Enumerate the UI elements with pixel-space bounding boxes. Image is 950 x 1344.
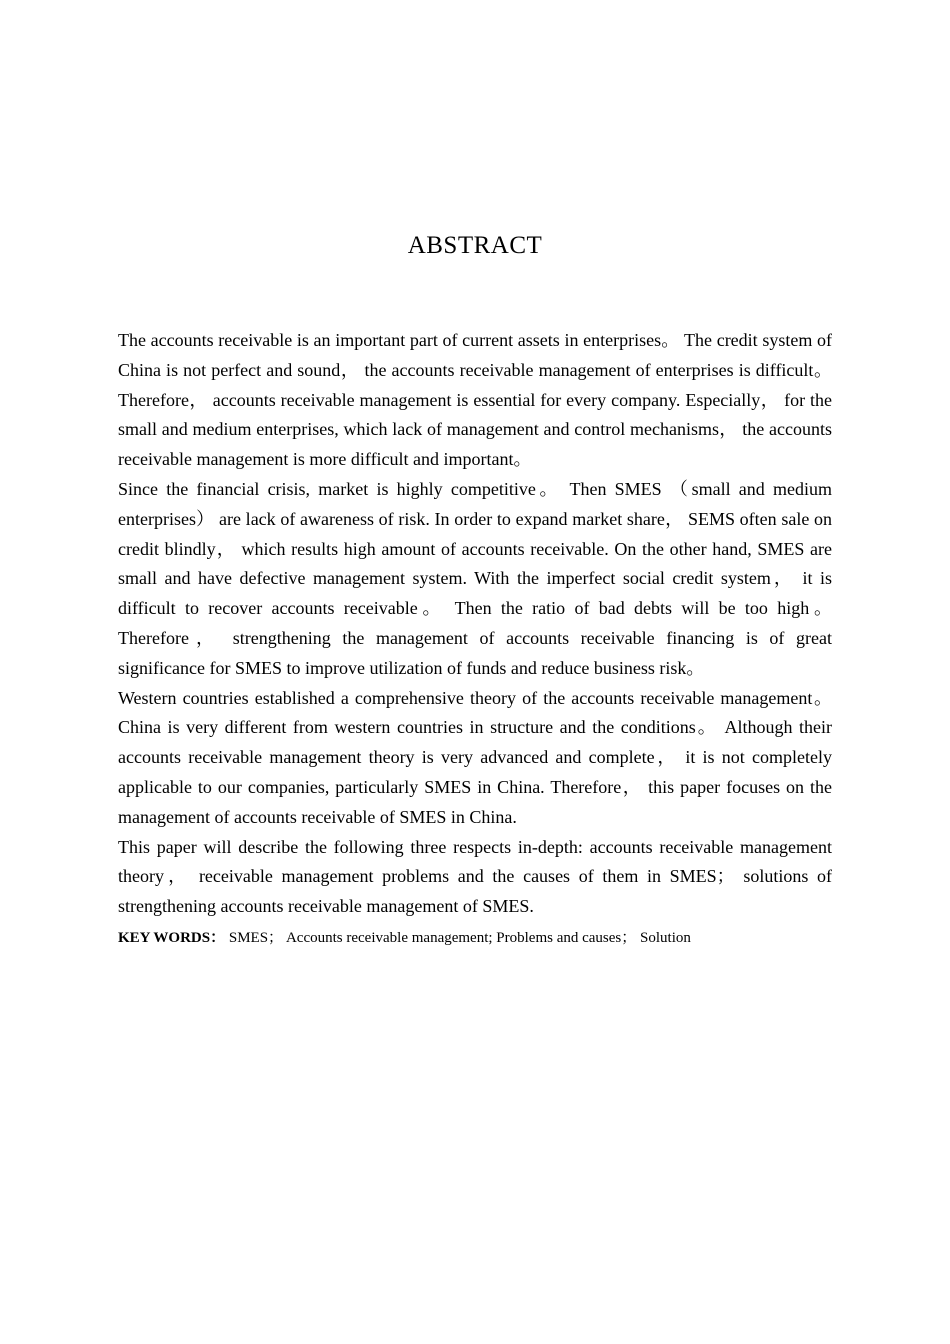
abstract-paragraph-2: Since the financial crisis, market is highly competitive。 Then SMES （small and medium enterprises） are lack of awareness of risk. In order to expand market share， SEMS often sale on credit blindly， which results high amount of accounts receivable. On the other hand, SMES are small and have defective management system. With the imperfect social credit system， it is difficult to recover accounts receivable。 Then the ratio of bad debts will be too high。 Therefore， strengthening the management of accounts receivable financing is of great significance for SMES to improve utilization of funds and reduce business risk。: [118, 478, 832, 678]
abstract-paragraph-4: This paper will describe the following three respects in-depth: accounts receivable management theory， receivable management problems and the causes of them in SMES； solutions of strengthening accounts receivable management of SMES.: [118, 836, 832, 917]
abstract-paragraph-1: The accounts receivable is an important part of current assets in enterprises。 The credit system of China is not perfect and sound， the accounts receivable management of enterprises is difficult。 Therefore， accounts receivable management is essential for every company. Especially， for the small and medium enterprises, which lack of management and control mechanisms， the accounts receivable management is more difficult and important。: [118, 330, 832, 470]
keywords-line: [118, 928, 832, 948]
keywords-label: KEY WORDS：: [118, 929, 226, 946]
keywords-text: SMES； Accounts receivable management; Problems and causes； Solution: [228, 929, 691, 946]
abstract-title: ABSTRACT: [407, 232, 543, 259]
abstract-paragraph-3: Western countries established a comprehensive theory of the accounts receivable management。 China is very different from western countries in structure and the conditions。 Although their accounts receivable management theory is very advanced and complete， it is not completely applicable to our companies, particularly SMES in China. Therefore， this paper focuses on the management of accounts receivable of SMES in China.: [118, 687, 832, 827]
abstract-body: [118, 326, 832, 948]
